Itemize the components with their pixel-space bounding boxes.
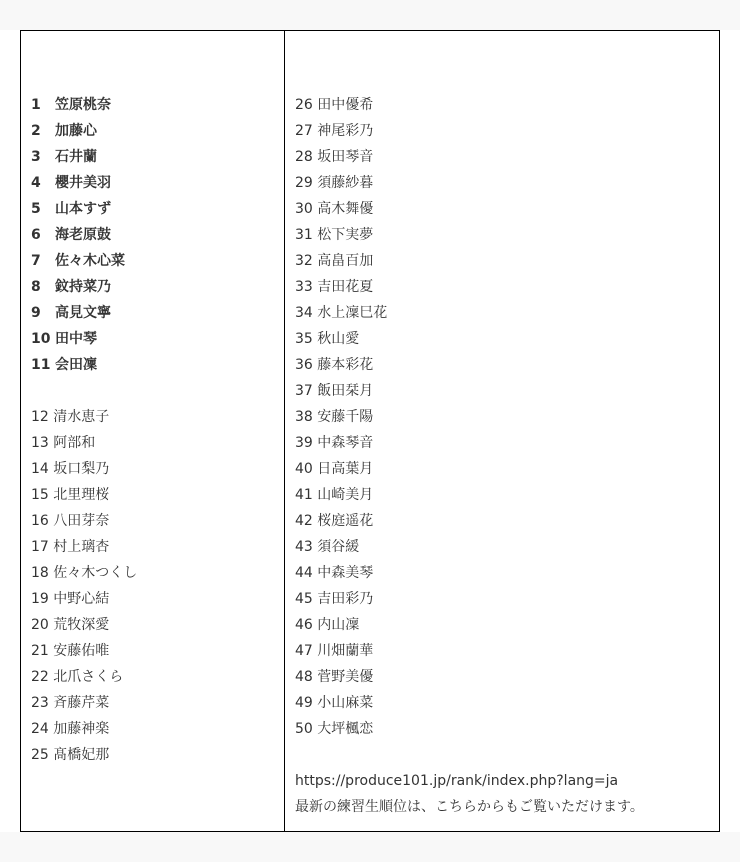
trainee-name: 北里理桜 — [53, 487, 110, 503]
ranking-row — [31, 248, 284, 274]
ranking-row — [31, 560, 284, 586]
rank-number: 40 — [295, 461, 313, 477]
trainee-name: 山崎美月 — [317, 487, 374, 503]
trainee-name: 坂田琴音 — [317, 149, 374, 165]
rank-number: 47 — [295, 643, 313, 659]
ranking-row — [295, 248, 719, 274]
rank-number: 14 — [31, 461, 49, 477]
trainee-name: 安藤佑唯 — [53, 643, 110, 659]
rank-number: 46 — [295, 617, 313, 633]
trainee-name: 神尾彩乃 — [317, 123, 374, 139]
trainee-name: 須藤紗暮 — [317, 175, 374, 191]
rank-number: 6 — [31, 227, 41, 243]
ranking-row — [295, 560, 719, 586]
ranking-row — [31, 404, 284, 430]
trainee-name: 高木舞優 — [317, 201, 374, 217]
trainee-name: 中野心結 — [53, 591, 110, 607]
ranking-row — [295, 586, 719, 612]
ranking-row — [31, 430, 284, 456]
rank-number: 32 — [295, 253, 313, 269]
ranking-row — [295, 508, 719, 534]
rank-number: 7 — [31, 253, 41, 269]
rank-number: 16 — [31, 513, 49, 529]
rank-number: 25 — [31, 747, 49, 763]
ranking-row — [31, 196, 284, 222]
rank-number: 23 — [31, 695, 49, 711]
trainee-name: 松下実夢 — [317, 227, 374, 243]
rank-number: 1 — [31, 97, 41, 113]
list-gap — [31, 378, 284, 404]
rank-number: 35 — [295, 331, 313, 347]
trainee-name: 中森琴音 — [317, 435, 374, 451]
ranking-column-right — [285, 31, 719, 831]
rank-number: 2 — [31, 123, 41, 139]
rank-number: 24 — [31, 721, 49, 737]
ranking-list-left — [31, 404, 284, 768]
ranking-list-right — [295, 92, 719, 742]
rank-number: 50 — [295, 721, 313, 737]
rank-number: 21 — [31, 643, 49, 659]
top-ranking-list — [31, 92, 284, 378]
trainee-name: 佐々木つくし — [53, 565, 138, 581]
ranking-row — [31, 456, 284, 482]
trainee-name: 小山麻菜 — [317, 695, 374, 711]
list-gap — [295, 742, 719, 768]
rank-number: 5 — [31, 201, 41, 217]
rank-number: 45 — [295, 591, 313, 607]
trainee-name: 斉藤芹菜 — [53, 695, 110, 711]
trainee-name: 吉田花夏 — [317, 279, 374, 295]
ranking-row — [31, 300, 284, 326]
rank-number: 12 — [31, 409, 49, 425]
rank-number: 26 — [295, 97, 313, 113]
trainee-name: 藤本彩花 — [317, 357, 374, 373]
ranking-row — [31, 144, 284, 170]
rank-number: 27 — [295, 123, 313, 139]
ranking-row — [31, 664, 284, 690]
trainee-name: 田中優希 — [317, 97, 374, 113]
trainee-name: 飯田栞月 — [317, 383, 374, 399]
ranking-row — [295, 144, 719, 170]
ranking-row — [295, 690, 719, 716]
page-sheet — [0, 30, 740, 832]
ranking-row — [31, 170, 284, 196]
rank-number: 38 — [295, 409, 313, 425]
rank-number: 42 — [295, 513, 313, 529]
trainee-name: 高畠百加 — [317, 253, 374, 269]
trainee-name: 中森美琴 — [317, 565, 374, 581]
trainee-name: 水上凜巳花 — [317, 305, 388, 321]
ranking-row — [31, 274, 284, 300]
trainee-name: 阿部和 — [53, 435, 96, 451]
ranking-row — [295, 638, 719, 664]
trainee-name: 髙橋妃那 — [53, 747, 110, 763]
rank-number: 43 — [295, 539, 313, 555]
ranking-row — [295, 378, 719, 404]
ranking-row — [295, 664, 719, 690]
trainee-name: 海老原鼓 — [55, 227, 111, 243]
rank-number: 28 — [295, 149, 313, 165]
trainee-name: 安藤千陽 — [317, 409, 374, 425]
trainee-name: 須谷緩 — [317, 539, 360, 555]
ranking-row — [295, 118, 719, 144]
rank-number: 37 — [295, 383, 313, 399]
ranking-row — [31, 690, 284, 716]
trainee-name: 大坪楓恋 — [317, 721, 374, 737]
ranking-row — [31, 222, 284, 248]
rank-number: 13 — [31, 435, 49, 451]
trainee-name: 会田凜 — [55, 357, 97, 373]
trainee-name: 吉田彩乃 — [317, 591, 374, 607]
rank-number: 8 — [31, 279, 41, 295]
trainee-name: 村上璃杏 — [53, 539, 110, 555]
ranking-row — [295, 716, 719, 742]
ranking-row — [295, 170, 719, 196]
rank-number: 36 — [295, 357, 313, 373]
trainee-name: 内山凜 — [317, 617, 360, 633]
trainee-name: 清水恵子 — [53, 409, 110, 425]
trainee-name: 八田芽奈 — [53, 513, 110, 529]
trainee-name: 桜庭遥花 — [317, 513, 374, 529]
trainee-name: 佐々木心菜 — [55, 253, 125, 269]
ranking-row — [295, 482, 719, 508]
rank-number: 31 — [295, 227, 313, 243]
ranking-row — [31, 742, 284, 768]
trainee-name: 秋山愛 — [317, 331, 360, 347]
trainee-name: 山本すず — [55, 201, 112, 217]
trainee-name: 鈫持菜乃 — [55, 279, 111, 295]
rank-number: 15 — [31, 487, 49, 503]
trainee-name: 笠原桃奈 — [55, 97, 111, 113]
trainee-name: 川畑蘭華 — [317, 643, 374, 659]
ranking-row — [31, 586, 284, 612]
rank-number: 20 — [31, 617, 49, 633]
rank-number: 49 — [295, 695, 313, 711]
ranking-row — [295, 196, 719, 222]
rank-number: 9 — [31, 305, 41, 321]
ranking-row — [295, 222, 719, 248]
ranking-row — [295, 92, 719, 118]
ranking-row — [31, 612, 284, 638]
ranking-note: 最新の練習生順位は、こちらからもご覧いただけます。 — [295, 799, 644, 815]
rank-number: 30 — [295, 201, 313, 217]
rank-number: 48 — [295, 669, 313, 685]
ranking-row — [31, 92, 284, 118]
ranking-row — [31, 352, 284, 378]
rank-number: 39 — [295, 435, 313, 451]
ranking-column-left — [21, 31, 285, 831]
rank-number: 17 — [31, 539, 49, 555]
rank-number: 22 — [31, 669, 49, 685]
ranking-row — [31, 638, 284, 664]
trainee-name: 石井蘭 — [55, 149, 97, 165]
trainee-name: 菅野美優 — [317, 669, 374, 685]
rank-number: 41 — [295, 487, 313, 503]
rank-number: 19 — [31, 591, 49, 607]
ranking-row — [295, 300, 719, 326]
rank-number: 18 — [31, 565, 49, 581]
ranking-row — [295, 534, 719, 560]
ranking-table — [20, 30, 720, 832]
ranking-row — [295, 404, 719, 430]
trainee-name: 加藤心 — [55, 123, 97, 139]
trainee-name: 荒牧深愛 — [53, 617, 110, 633]
rank-number: 10 — [31, 331, 51, 347]
ranking-row — [31, 326, 284, 352]
ranking-row — [295, 612, 719, 638]
trainee-name: 高見文寧 — [55, 305, 111, 321]
ranking-row — [31, 482, 284, 508]
trainee-name: 日高葉月 — [317, 461, 374, 477]
ranking-row — [31, 508, 284, 534]
rank-number: 44 — [295, 565, 313, 581]
rank-number: 3 — [31, 149, 41, 165]
ranking-row — [295, 352, 719, 378]
trainee-name: 加藤神楽 — [53, 721, 110, 737]
ranking-url-link[interactable]: https://produce101.jp/rank/index.php?lang=ja — [295, 773, 619, 789]
ranking-row — [295, 326, 719, 352]
trainee-name: 櫻井美羽 — [55, 175, 111, 191]
rank-number: 33 — [295, 279, 313, 295]
trainee-name: 北爪さくら — [53, 669, 124, 685]
ranking-row — [295, 274, 719, 300]
ranking-row — [31, 534, 284, 560]
rank-number: 4 — [31, 175, 41, 191]
trainee-name: 坂口梨乃 — [53, 461, 110, 477]
ranking-row — [295, 430, 719, 456]
rank-number: 29 — [295, 175, 313, 191]
ranking-row — [295, 456, 719, 482]
rank-number: 11 — [31, 357, 51, 373]
rank-number: 34 — [295, 305, 313, 321]
trainee-name: 田中琴 — [55, 331, 97, 347]
ranking-row — [31, 118, 284, 144]
ranking-row — [31, 716, 284, 742]
